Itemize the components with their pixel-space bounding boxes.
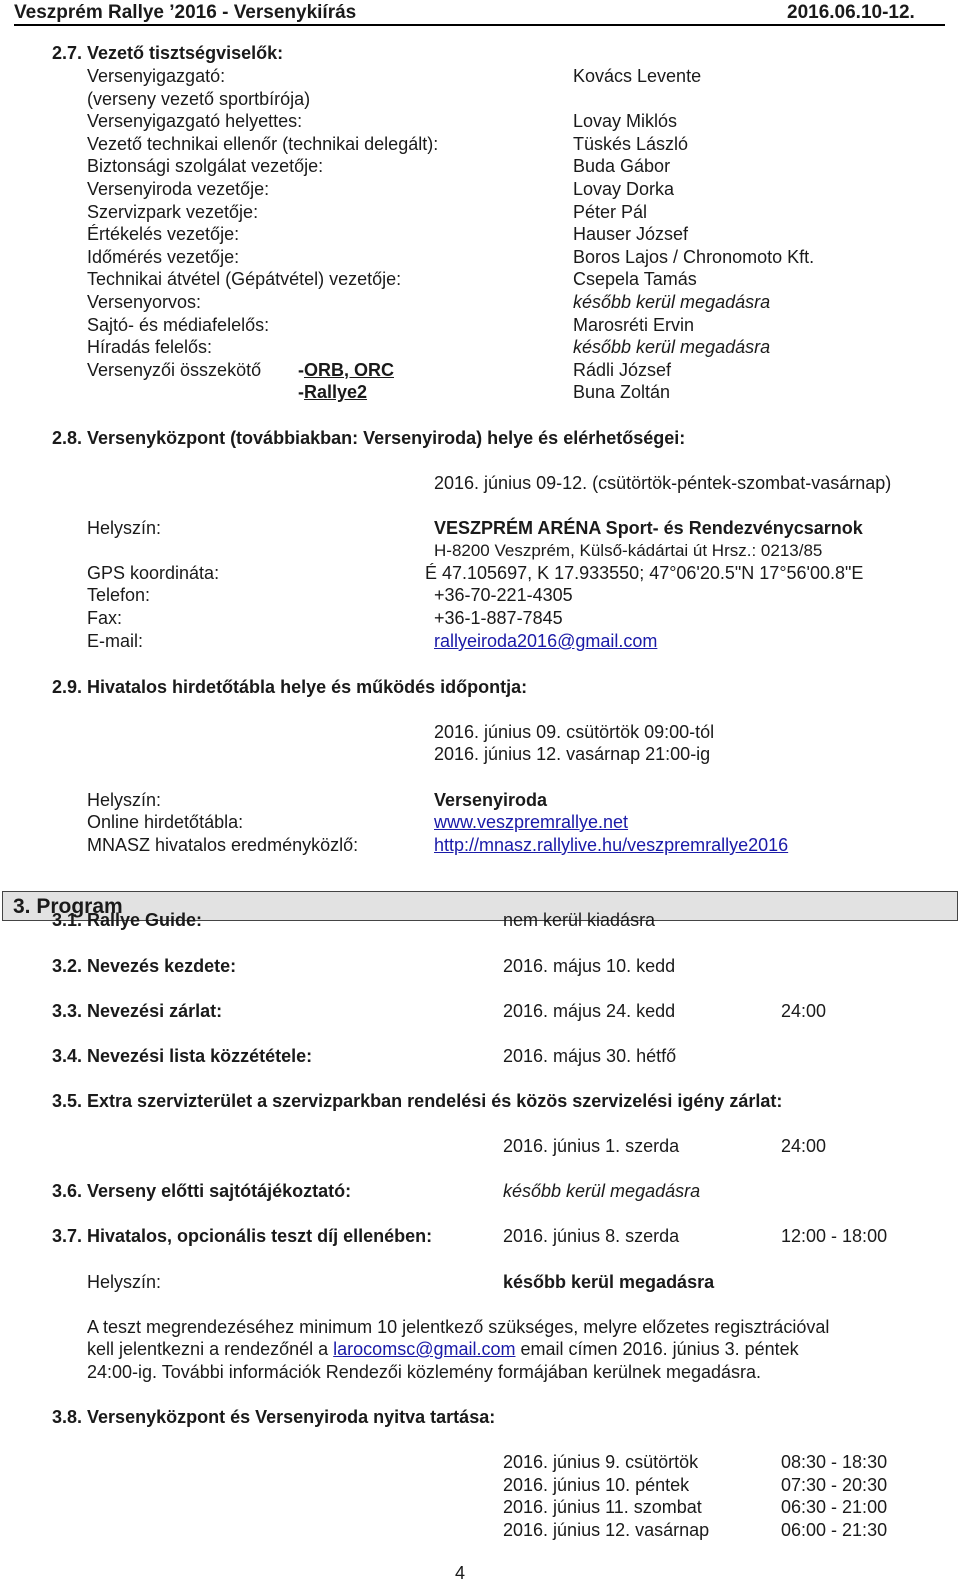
official-role: Versenyzői összekötő — [87, 360, 262, 380]
phone-label: Telefon: — [87, 585, 151, 605]
board-location: Versenyiroda — [434, 790, 548, 810]
online-board-label: Online hirdetőtábla: — [87, 812, 244, 832]
document-title: Veszprém Rallye ’2016 - Versenykiírás — [14, 2, 357, 23]
official-name: Tüskés László — [573, 134, 689, 154]
board-heading: 2.9. Hivatalos hirdetőtábla helye és működés időpontja: — [52, 677, 528, 697]
hours-time: 06:00 - 21:30 — [781, 1520, 888, 1540]
page-header — [0, 0, 960, 26]
page-number: 4 — [455, 1563, 466, 1583]
phone-value: +36-70-221-4305 — [434, 585, 573, 605]
test-paragraph-text-b: email címen 2016. június 3. péntek — [520, 1339, 799, 1359]
entry-start-label: 3.2. Nevezés kezdete: — [52, 956, 237, 976]
official-role: Értékelés vezetője: — [87, 224, 240, 244]
hours-time: 08:30 - 18:30 — [781, 1452, 888, 1472]
test-location-value: később kerül megadásra — [503, 1272, 715, 1292]
official-role: Biztonsági szolgálat vezetője: — [87, 156, 324, 176]
official-role: Versenyiroda vezetője: — [87, 179, 270, 199]
test-location-label: Helyszín: — [87, 1272, 162, 1292]
entry-close-value: 2016. május 24. kedd — [503, 1001, 676, 1021]
entry-close-time: 24:00 — [781, 1001, 827, 1021]
official-name: később kerül megadásra — [573, 292, 771, 312]
official-role: Szervizpark vezetője: — [87, 202, 259, 222]
official-name: Buna Zoltán — [573, 382, 671, 402]
gps-label: GPS koordináta: — [87, 563, 220, 583]
official-name: Kovács Levente — [573, 66, 702, 86]
official-role: Sajtó- és médiafelelős: — [87, 315, 270, 335]
test-label: 3.7. Hivatalos, opcionális teszt díj ellenében: — [52, 1226, 433, 1246]
official-name: később kerül megadásra — [573, 337, 771, 357]
test-paragraph-line-1: A teszt megrendezéséhez minimum 10 jelentkező szükséges, melyre előzetes regisztrációval — [87, 1317, 830, 1337]
program-title: 3. Program — [13, 895, 123, 918]
document-date: 2016.06.10-12. — [787, 2, 915, 23]
hours-time: 07:30 - 20:30 — [781, 1475, 888, 1495]
official-role: Híradás felelős: — [87, 337, 213, 357]
gps-value: É 47.105697, K 17.933550; 47°06'20.5"N 17°56'00.8"E — [425, 563, 864, 583]
test-paragraph-text-a: kell jelentkezni a rendezőnél a — [87, 1339, 329, 1359]
organizer-email-link[interactable]: larocomsc@gmail.com — [333, 1339, 516, 1359]
email-label: E-mail: — [87, 631, 144, 651]
hq-venue: VESZPRÉM ARÉNA Sport- és Rendezvénycsarnok — [434, 518, 863, 538]
liaison-series-b: -Rallye2 — [298, 382, 368, 402]
board-location-label: Helyszín: — [87, 790, 162, 810]
test-paragraph-line-3: 24:00-ig. További információk Rendezői közlemény formájában kerülnek megadásra. — [87, 1362, 762, 1382]
mnasz-label: MNASZ hivatalos eredményközlő: — [87, 835, 359, 855]
hours-day: 2016. június 10. péntek — [503, 1475, 690, 1495]
official-name: Lovay Dorka — [573, 179, 675, 199]
official-name: Péter Pál — [573, 202, 648, 222]
official-role: Időmérés vezetője: — [87, 247, 240, 267]
header-divider — [14, 24, 945, 26]
extra-service-label: 3.5. Extra szervizterület a szervizparkban rendelési és közös szervizelési igény zárlat: — [52, 1091, 783, 1111]
hours-day: 2016. június 11. szombat — [503, 1497, 702, 1517]
entry-list-label: 3.4. Nevezési lista közzététele: — [52, 1046, 313, 1066]
guide-label: 3.1. Rallye Guide: — [52, 910, 203, 930]
board-to: 2016. június 12. vasárnap 21:00-ig — [434, 744, 711, 764]
official-name: Boros Lajos / Chronomoto Kft. — [573, 247, 815, 267]
official-role: Vezető technikai ellenőr (technikai delegált): — [87, 134, 439, 154]
mnasz-link[interactable]: http://mnasz.rallylive.hu/veszpremrallye2016 — [434, 835, 789, 855]
official-role: Versenyigazgató: — [87, 66, 226, 86]
hours-label: 3.8. Versenyközpont és Versenyiroda nyitva tartása: — [52, 1407, 496, 1427]
test-value: 2016. június 8. szerda — [503, 1226, 680, 1246]
hq-address: H-8200 Veszprém, Külső-kádártai út Hrsz.: 0213/85 — [434, 541, 823, 560]
official-name: Buda Gábor — [573, 156, 671, 176]
extra-service-value: 2016. június 1. szerda — [503, 1136, 680, 1156]
official-role: Versenyorvos: — [87, 292, 202, 312]
online-board-link[interactable]: www.veszpremrallye.net — [434, 812, 629, 832]
press-value: később kerül megadásra — [503, 1181, 701, 1201]
official-role: Versenyigazgató helyettes: — [87, 111, 303, 131]
hq-heading: 2.8. Versenyközpont (továbbiakban: Versenyiroda) helye és elérhetőségei: — [52, 428, 686, 448]
entry-start-value: 2016. május 10. kedd — [503, 956, 676, 976]
official-name: Marosréti Ervin — [573, 315, 695, 335]
test-paragraph-line-2 — [87, 1338, 799, 1360]
entry-list-value: 2016. május 30. hétfő — [503, 1046, 677, 1066]
official-role: Technikai átvétel (Gépátvétel) vezetője: — [87, 269, 402, 289]
board-from: 2016. június 09. csütörtök 09:00-tól — [434, 722, 715, 742]
press-label: 3.6. Verseny előtti sajtótájékoztató: — [52, 1181, 352, 1201]
official-name: Lovay Miklós — [573, 111, 678, 131]
test-time: 12:00 - 18:00 — [781, 1226, 888, 1246]
official-name: Csepela Tamás — [573, 269, 697, 289]
hours-time: 06:30 - 21:00 — [781, 1497, 888, 1517]
official-role: (verseny vezető sportbírója) — [87, 89, 311, 109]
fax-value: +36-1-887-7845 — [434, 608, 563, 628]
hours-day: 2016. június 9. csütörtök — [503, 1452, 699, 1472]
hours-day: 2016. június 12. vasárnap — [503, 1520, 710, 1540]
officials-heading: 2.7. Vezető tisztségviselők: — [52, 43, 284, 63]
liaison-series-a-text: ORB, ORC — [304, 360, 394, 380]
official-name: Rádli József — [573, 360, 672, 380]
extra-service-time: 24:00 — [781, 1136, 827, 1156]
guide-value: nem kerül kiadásra — [503, 910, 656, 930]
liaison-series-b-text: Rallye2 — [304, 382, 368, 402]
hq-dates: 2016. június 09-12. (csütörtök-péntek-szombat-vasárnap) — [434, 473, 892, 493]
email-link[interactable]: rallyeiroda2016@gmail.com — [434, 631, 658, 651]
liaison-series-a: -ORB, ORC — [298, 360, 394, 380]
fax-label: Fax: — [87, 608, 123, 628]
official-name: Hauser József — [573, 224, 689, 244]
hq-location-label: Helyszín: — [87, 518, 162, 538]
entry-close-label: 3.3. Nevezési zárlat: — [52, 1001, 223, 1021]
